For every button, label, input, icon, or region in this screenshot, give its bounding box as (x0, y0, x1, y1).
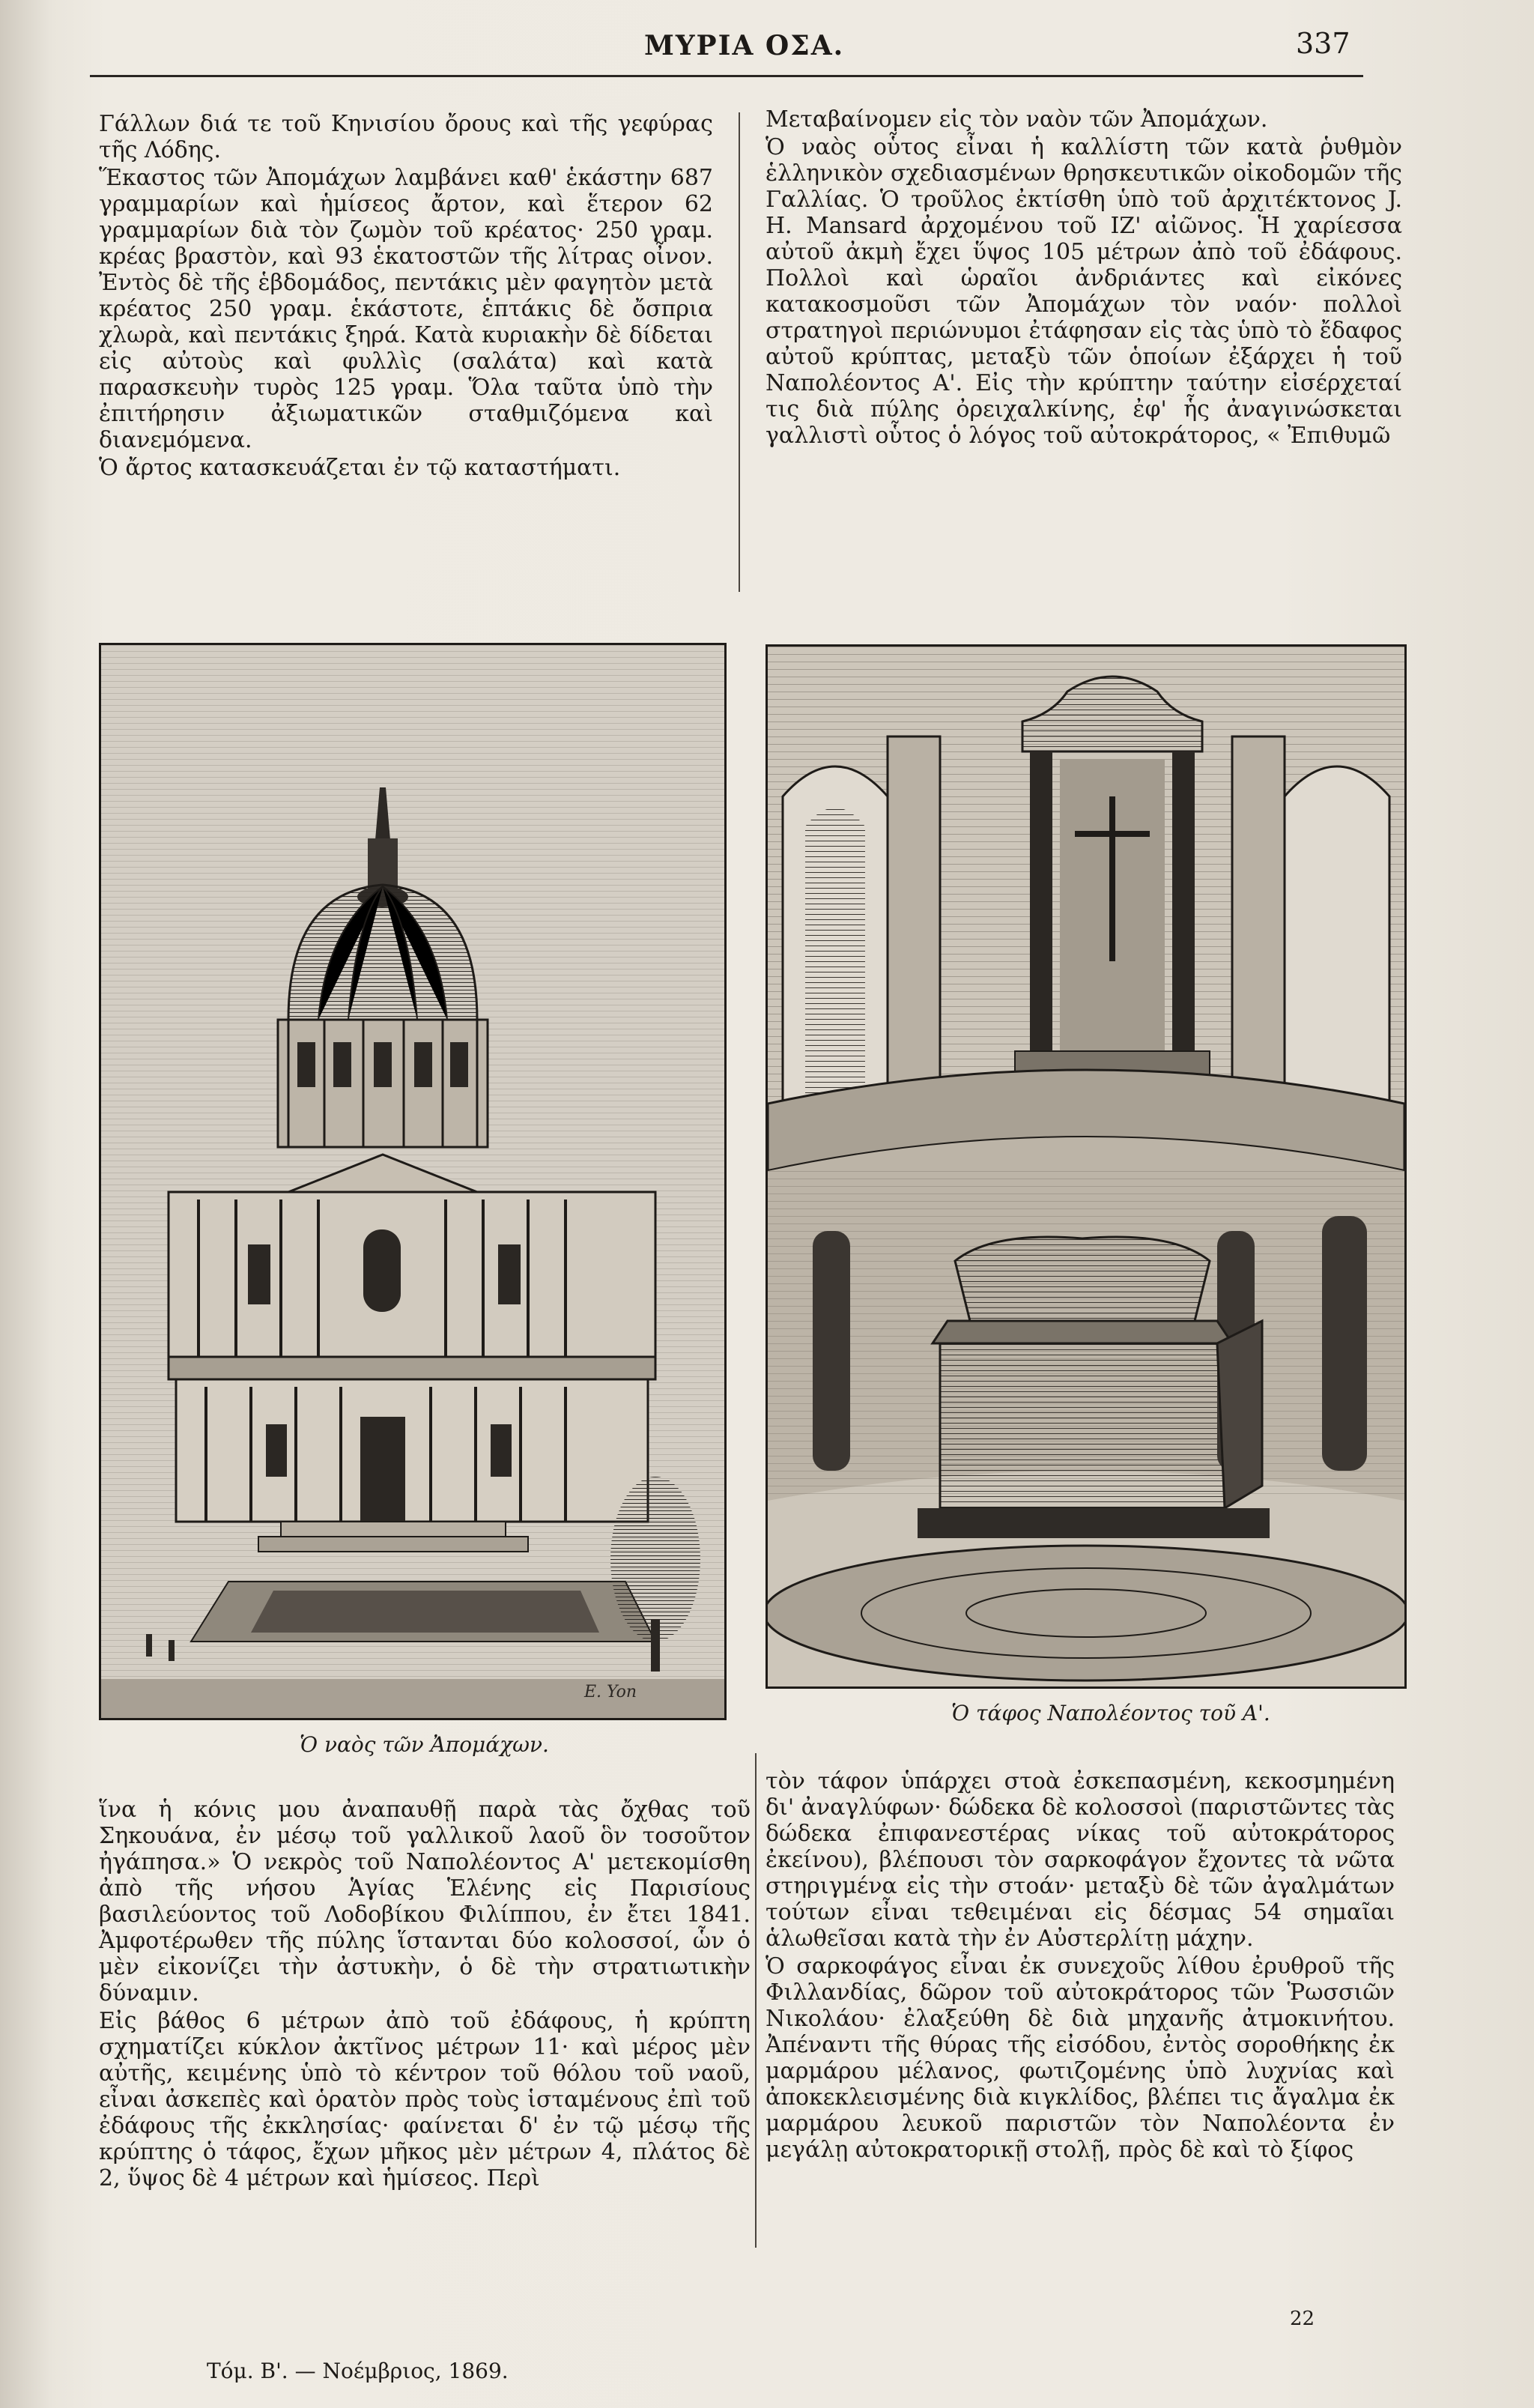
paragraph: Ἕκαστος τῶν Ἀπομάχων λαμβάνει καθ' ἑκάστην 687 γραμμαρίων καὶ ἡμίσεος ἄρτον, καὶ ἕτερον 62 γραμμαρίων διὰ τὸν ζωμὸν τοῦ κρέατος· 250 γραμ. κρέας βραστὸν, καὶ 93 ἑκατοστῶν τῆς λίτρας οἶνον. Ἐντὸς δὲ τῆς ἑβδομάδος, πεντάκις μὲν φαγητὸν μετὰ κρέατος 250 γραμ. ἑκάστοτε, ἑπτάκις δὲ ὄσπρια χλωρὰ, καὶ πεντάκις ξηρά. Κατὰ κυριακὴν δὲ δίδεται εἰς αὐτοὺς καὶ φυλλὶς (σαλάτα) καὶ κατὰ παρασκευὴν τυρὸς 125 γραμ. Ὅλα ταῦτα ὑπὸ τὴν ἐπιτήρησιν ἀξιωματικῶν σταθμιζόμενα καὶ διανεμόμενα. (99, 165, 713, 453)
paragraph: Ὁ ἄρτος κατασκευάζεται ἐν τῷ καταστήματι. (99, 455, 621, 481)
tomb-illustration (768, 647, 1404, 1686)
volume-footer: Τόμ. Β'. — Νοέμβριος, 1869. (207, 2359, 509, 2383)
paragraph: Ὁ σαρκοφάγος εἶναι ἐκ συνεχοῦς λίθου ἐρυθροῦ τῆς Φιλλανδίας, δῶρον τοῦ αὐτοκράτορος τῶν Ῥωσσιῶν Νικολάου· ἐλαξεύθη δὲ διὰ μηχανῆς ἀτμοκινήτου. Ἀπέναντι τῆς θύρας τῆς εἰσόδου, ἐντὸς σοροθήκης ἐκ μαρμάρου μέλανος, φωτιζομένης ὑπὸ λυχνίας καὶ ἀποκεκλεισμένης διὰ κιγκλίδος, βλέπει τις ἄγαλμα ἐκ μαρμάρου λευκοῦ παριστῶν τὸν Ναπολέοντα ἐν μεγάλῃ αὐτοκρατορικῇ στολῇ, πρὸς δὲ καὶ τὸ ξίφος (766, 1953, 1395, 2163)
running-header (90, 16, 1363, 69)
right-column-bottom (766, 1768, 1395, 2165)
paragraph: Εἰς βάθος 6 μέτρων ἀπὸ τοῦ ἐδάφους, ἡ κρύπτη σχηματίζει κύκλον ἀκτῖνος μέτρων 11· καὶ μέρος μὲν αὐτῆς, κειμένης ὑπὸ τὸ κέντρον τοῦ θόλου τοῦ ναοῦ, εἶναι ἀσκεπὲς καὶ ὁρατὸν πρὸς τοὺς ἱσταμένους ἐπὶ τοῦ ἐδάφους τῆς ἐκκλησίας· φαίνεται δ' ἐν τῷ μέσῳ τῆς κρύπτης ὁ τάφος, ἔχων μῆκος μὲν μέτρων 4, πλάτος δὲ 2, ὕψος δὲ 4 μέτρων καὶ ἡμίσεος. Περὶ (99, 2008, 751, 2191)
left-column-bottom (99, 1797, 751, 2193)
paragraph: τὸν τάφον ὑπάρχει στοὰ ἐσκεπασμένη, κεκοσμημένη δι' ἀναγλύφων· δώδεκα δὲ κολοσσοὶ (παριστῶντες τὰς δώδεκα ἐπιφανεστέρας νίκας τοῦ αὐτοκράτορος ἐκείνου), βλέπουσι τὸν σαρκοφάγον ἔχοντες τὰ νῶτα στηριγμένα εἰς τὴν στοάν· μεταξὺ δὲ τῶν ἀγαλμάτων τούτων εἶναι τεθειμέναι εἰς δέσμας 54 σημαῖαι ἁλωθεῖσαι κατὰ τὴν ἐν Αὐστερλίτῃ μάχην. (766, 1768, 1395, 1952)
header-rule (90, 75, 1363, 77)
left-figure-caption: Ὁ ναὸς τῶν Ἀπομάχων. (300, 1732, 549, 1757)
paragraph: ἵνα ἡ κόνις μου ἀναπαυθῇ παρὰ τὰς ὄχθας τοῦ Σηκουάνα, ἐν μέσῳ τοῦ γαλλικοῦ λαοῦ ὃν τοσοῦτον ἠγάπησα.» Ὁ νεκρὸς τοῦ Ναπολέοντος Α' μετεκομίσθη ἀπὸ τῆς νήσου Ἁγίας Ἑλένης εἰς Παρισίους βασιλεύοντος τοῦ Λοδοβίκου Φιλίππου, ἐν ἔτει 1841. Ἀμφοτέρωθεν τῆς πύλης ἵστανται δύο κολοσσοί, ὧν ὁ μὲν εἰκονίζει τὴν ἀστυκὴν, ὁ δὲ τὴν στρατιωτικὴν δύναμιν. (99, 1797, 751, 2006)
engraver-signature: E. Yon (584, 1683, 637, 1701)
right-column-top (766, 106, 1402, 450)
journal-title: ΜΥΡΙΑ ΟΣΑ. (644, 30, 845, 61)
column-divider (755, 1753, 757, 2248)
left-column-top (99, 111, 713, 482)
column-divider (739, 112, 740, 592)
right-figure-caption: Ὁ τάφος Ναπολέοντος τοῦ Α'. (951, 1701, 1270, 1725)
signature-mark: 22 (1290, 2308, 1315, 2330)
page-number: 337 (1296, 27, 1350, 60)
church-illustration (101, 645, 724, 1718)
tomb-engraving (766, 644, 1407, 1689)
paragraph: Ὁ ναὸς οὗτος εἶναι ἡ καλλίστη τῶν κατὰ ῥυθμὸν ἑλληνικὸν σχεδιασμένων θρησκευτικῶν οἰκοδομῶν τῆς Γαλλίας. Ὁ τροῦλος ἐκτίσθη ὑπὸ τοῦ ἀρχιτέκτονος J. H. Mansard ἀρχομένου τοῦ ΙΖ' αἰῶνος. Ἡ χαρίεσσα αὐτοῦ ἀκμὴ ἔχει ὕψος 105 μέτρων ἀπὸ τοῦ ἐδάφους. Πολλοὶ καὶ ὡραῖοι ἀνδριάντες καὶ εἰκόνες κατακοσμοῦσι τῶν Ἀπομάχων τὸν ναόν· πολλοὶ στρατηγοὶ περιώνυμοι ἐτάφησαν εἰς τὰς ὑπὸ τὸ ἔδαφος αὐτοῦ κρύπτας, μεταξὺ τῶν ὁποίων ἐξάρχει ἡ τοῦ Ναπολέοντος Α'. Εἰς τὴν κρύπτην ταύτην εἰσέρχεταί τις διὰ πύλης ὀρειχαλκίνης, ἐφ' ἧς ἀναγινώσκεται γαλλιστὶ οὗτος ὁ λόγος τοῦ αὐτοκράτορος, « Ἐπιθυμῶ (766, 134, 1402, 449)
paragraph: Μεταβαίνομεν εἰς τὸν ναὸν τῶν Ἀπομάχων. (766, 106, 1268, 133)
church-engraving (99, 643, 727, 1720)
paragraph: Γάλλων διά τε τοῦ Κηνισίου ὄρους καὶ τῆς γεφύρας τῆς Λόδης. (99, 111, 713, 163)
